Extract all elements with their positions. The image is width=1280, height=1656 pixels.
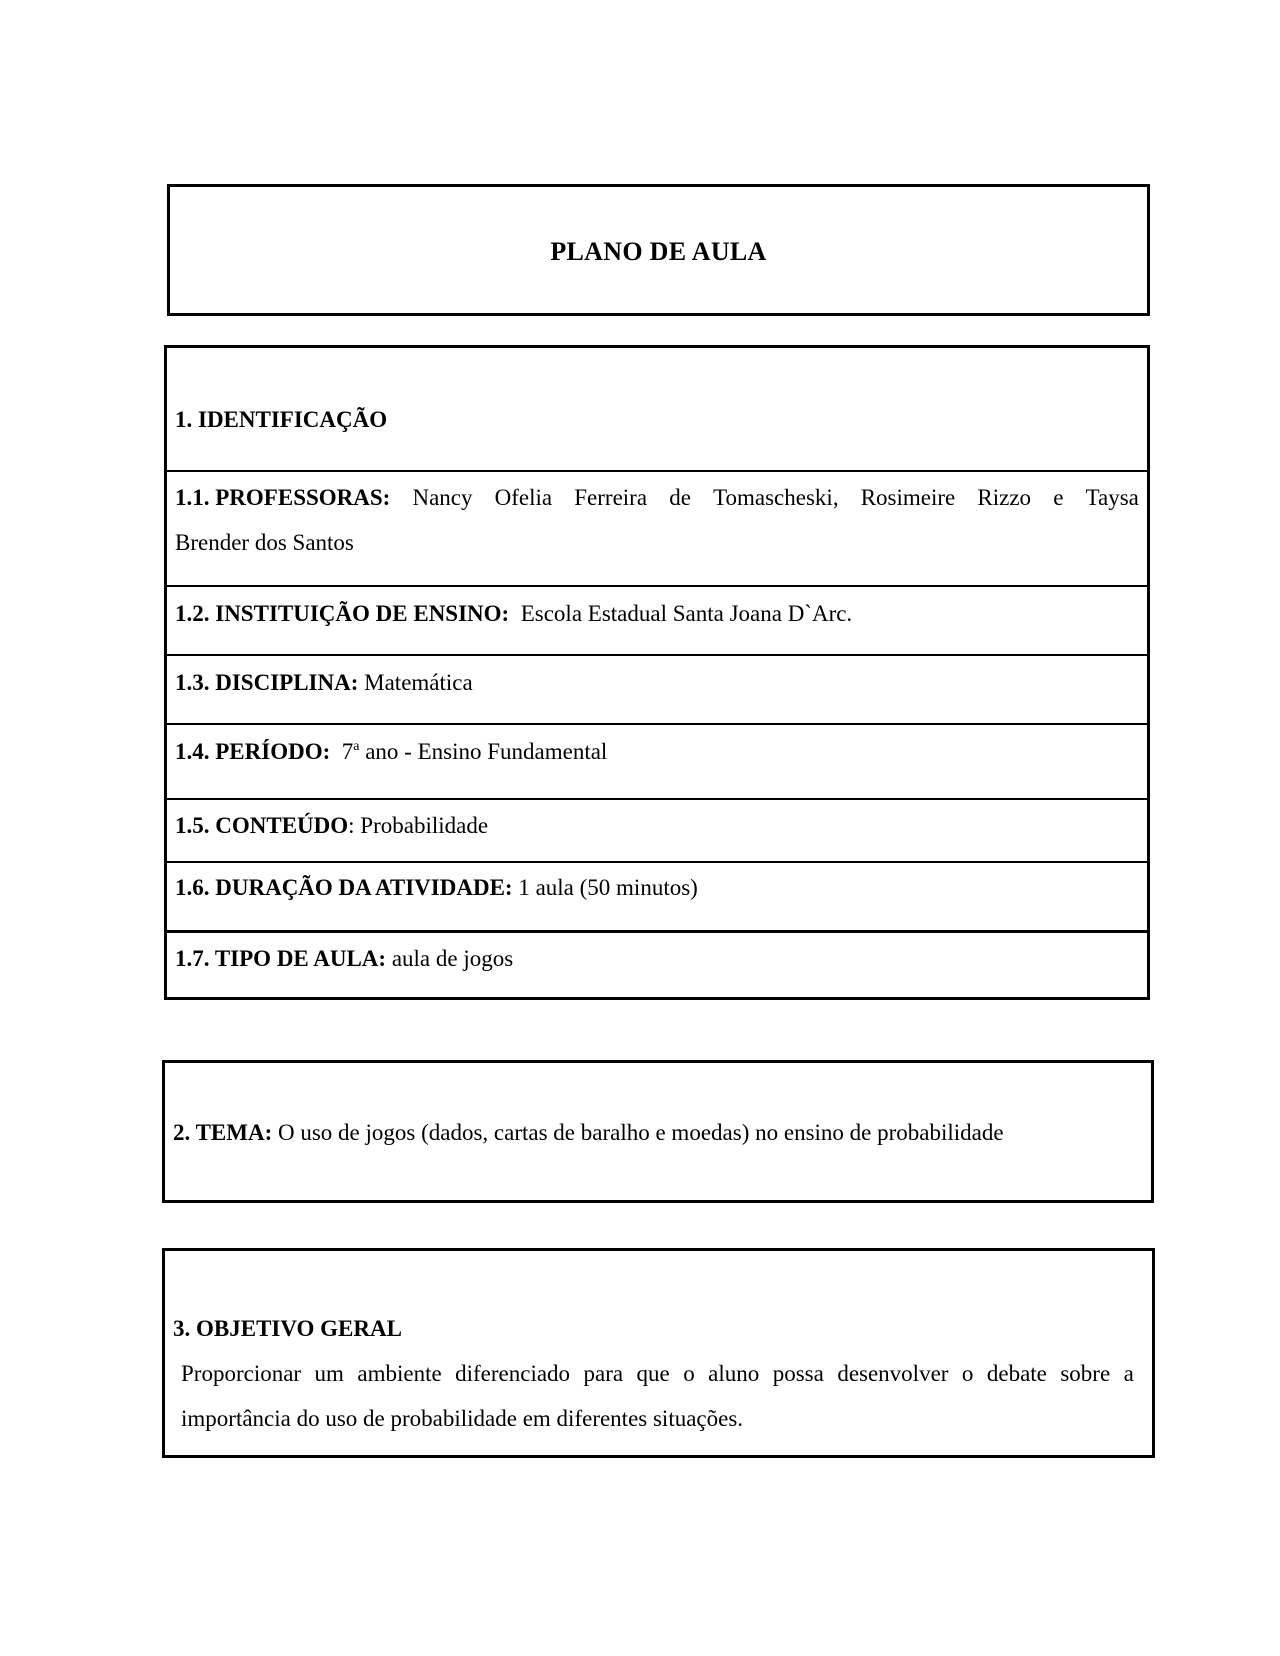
tipo-label: 1.7. TIPO DE AULA: — [175, 946, 387, 971]
objetivo-word: diferenciado — [455, 1361, 571, 1386]
identification-heading: 1. IDENTIFICAÇÃO — [175, 407, 388, 432]
identification-table — [164, 345, 1150, 1000]
instituicao-label: 1.2. INSTITUIÇÃO DE ENSINO: — [175, 601, 510, 626]
objetivo-word: o — [683, 1361, 695, 1386]
objetivo-word: o — [961, 1361, 974, 1386]
periodo-superscript: a — [353, 739, 360, 754]
disciplina-row — [167, 654, 1147, 723]
disciplina-value: Matemática — [364, 670, 473, 695]
professoras-word: Taysa — [1085, 485, 1139, 510]
page-title: PLANO DE AULA — [550, 237, 767, 266]
tema-label: 2. TEMA: — [173, 1120, 273, 1145]
conteudo-row — [167, 798, 1147, 861]
objetivo-word: para — [583, 1361, 624, 1386]
objetivo-box — [162, 1248, 1155, 1458]
disciplina-label: 1.3. DISCIPLINA: — [175, 670, 359, 695]
professoras-word: Rosimeire — [860, 485, 956, 510]
objetivo-heading: 3. OBJETIVO GERAL — [173, 1316, 402, 1341]
conteudo-value: : Probabilidade — [348, 813, 489, 838]
objetivo-word: um — [314, 1361, 344, 1386]
objetivo-word: a — [1123, 1361, 1134, 1386]
tema-box — [162, 1060, 1154, 1203]
objetivo-line-1 — [181, 1361, 1134, 1387]
title-box — [167, 184, 1150, 316]
objetivo-word: ambiente — [357, 1361, 442, 1386]
duracao-label: 1.6. DURAÇÃO DA ATIVIDADE: — [175, 875, 513, 900]
objetivo-word: debate — [986, 1361, 1047, 1386]
professoras-word: Tomascheski, — [713, 485, 839, 510]
periodo-number: 7 — [341, 739, 354, 764]
periodo-label: 1.4. PERÍODO: — [175, 739, 331, 764]
professoras-line-2: Brender dos Santos — [175, 530, 354, 555]
professoras-row — [167, 470, 1147, 585]
objetivo-word: Proporcionar — [181, 1361, 302, 1386]
duracao-row — [167, 861, 1147, 930]
objetivo-word: aluno — [708, 1361, 760, 1386]
objetivo-word: que — [636, 1361, 670, 1386]
professoras-word: Ofelia — [494, 485, 553, 510]
professoras-word: e — [1053, 485, 1064, 510]
professoras-line-1 — [175, 485, 1139, 511]
tipo-value: aula de jogos — [391, 946, 514, 971]
duracao-value: 1 aula (50 minutos) — [518, 875, 698, 900]
objetivo-word: desenvolver — [837, 1361, 949, 1386]
professoras-label: 1.1. PROFESSORAS: — [175, 485, 391, 510]
periodo-value: ano - Ensino Fundamental — [365, 739, 608, 764]
instituicao-row — [167, 585, 1147, 654]
objetivo-word: possa — [772, 1361, 824, 1386]
conteudo-label: 1.5. CONTEÚDO — [175, 813, 349, 838]
instituicao-value: Escola Estadual Santa Joana D`Arc. — [520, 601, 853, 626]
objetivo-line-2: importância do uso de probabilidade em diferentes situações. — [181, 1406, 744, 1431]
professoras-word: de — [669, 485, 691, 510]
professoras-word: Nancy — [412, 485, 473, 510]
professoras-word: Rizzo — [977, 485, 1032, 510]
tipo-row — [167, 930, 1147, 997]
professoras-word: Ferreira — [574, 485, 648, 510]
objetivo-word: sobre — [1060, 1361, 1111, 1386]
identification-heading-row — [167, 348, 1147, 470]
periodo-row — [167, 723, 1147, 798]
tema-value: O uso de jogos (dados, cartas de baralho e moedas) no ensino de probabilidade — [278, 1120, 1004, 1145]
